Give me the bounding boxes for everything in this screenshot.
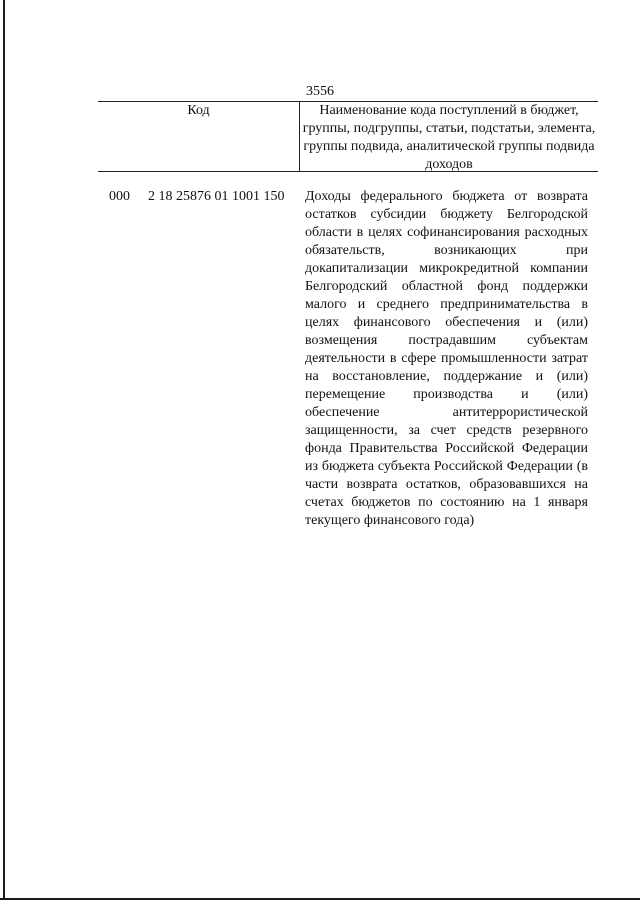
page-edge-bottom	[0, 898, 640, 900]
page-edge-left	[3, 0, 5, 900]
row-revenue-code: 2 18 25876 01 1001 150	[148, 189, 285, 204]
page-number: 3556	[306, 84, 334, 99]
table-header-code: Код	[187, 103, 210, 118]
table-header-name: Наименование кода поступлений в бюджет, группы, подгруппы, статьи, подстатьи, элемента, группы подвида, аналитической группы подвида доходов	[302, 103, 596, 172]
row-description: Доходы федерального бюджета от возврата остатков субсидии бюджету Белгородской области в целях софинансирования расходных обязательств, возникающих при докапитализации микрокредитной компании Белгородский областной фонд поддержки малого и среднего предпринимательства в целях финансового обеспечения и (или) возмещения пострадавшим субъектам деятельности в сфере промышленности затрат на восстановление, поддержание и (или) перемещение производства и (или) обеспечение антитеррористической защищенности, за счет средств резервного фонда Правительства Российской Федерации из бюджета субъекта Российской Федерации (в части возврата остатков, образовавшихся на счетах бюджетов по состоянию на 1 января текущего финансового года)	[305, 189, 588, 528]
row-admin-code: 000	[109, 189, 130, 204]
